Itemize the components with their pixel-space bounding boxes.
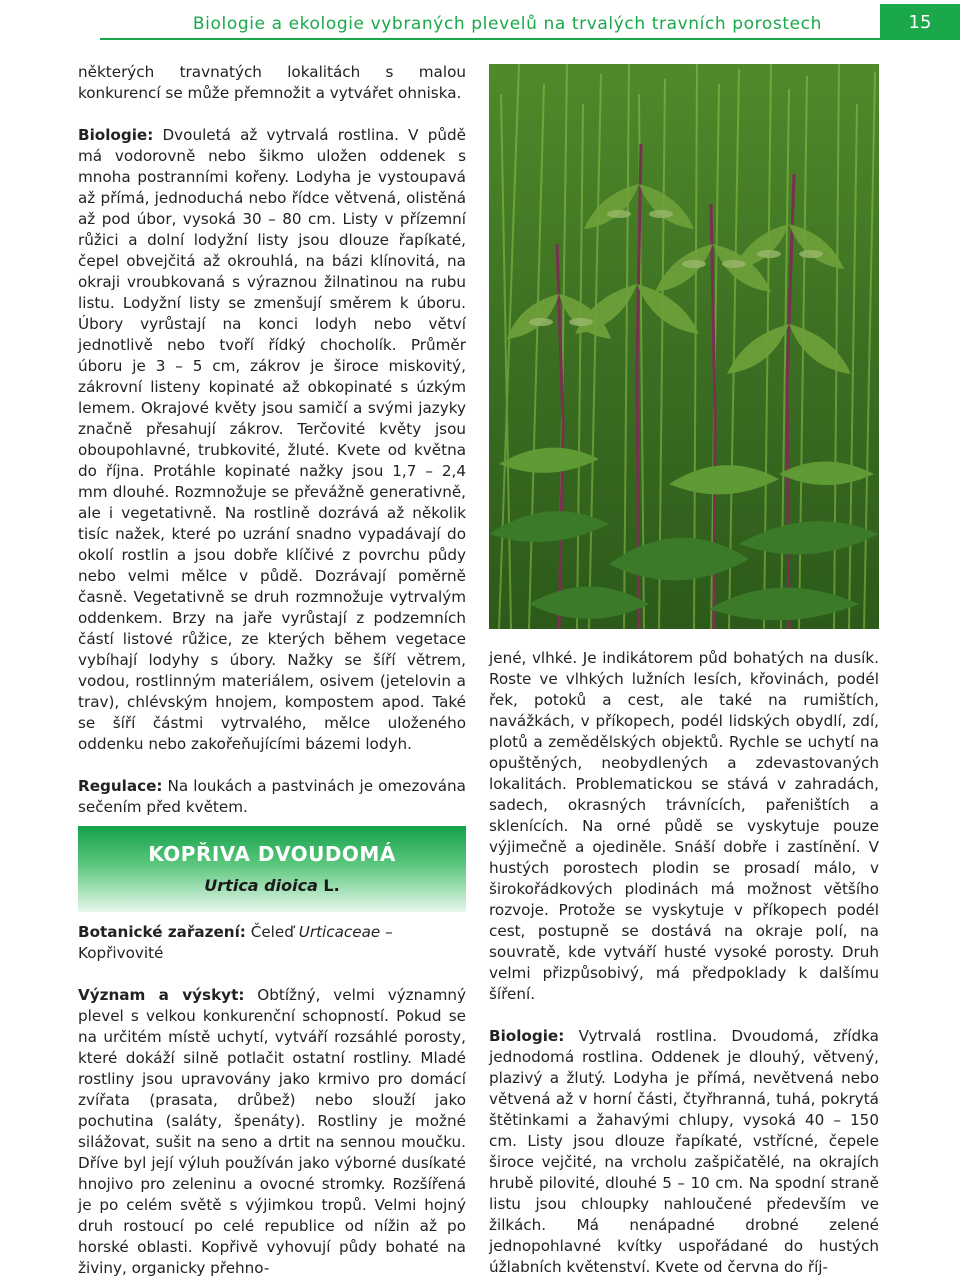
classification-suffix: – Kopřivovité: [78, 923, 393, 962]
vyznam-paragraph: [78, 985, 466, 1279]
regulace-label: Regulace:: [78, 777, 163, 795]
classification-prefix: Čeleď: [245, 923, 299, 941]
right-column: [489, 648, 879, 1278]
page-number: 15: [880, 4, 960, 40]
latin-author: L.: [317, 876, 340, 895]
family-name: Urticaceae: [298, 923, 381, 941]
species-banner: [78, 826, 466, 912]
nettle-photo-illustration: [489, 64, 879, 629]
intro-paragraph: některých travnatých lokalitách s malou konkurencí se může přemnožit a vytvářet ohniska.: [78, 63, 466, 102]
vyznam-label: Význam a výskyt:: [78, 986, 245, 1004]
page-header: [0, 0, 960, 44]
vyznam-continuation: jené, vlhké. Je indikátorem půd bohatých na dusík. Roste ve vlhkých lužních lesích, křovinách, podél řek, potoků a cest, ale také na rumištích, navážkách, v příkopech, podél lidských obydlí, zdí, plotů a zemědělských objektů. Rychle se uchytí na opuštěných, neobydlených a zdevastovaných lokalitách. Problematickou se stává v zahradách, sadech, okrasných trávnících, pařeništích a sklenících. Na orné půdě se vyskytuje pouze výjimečně a ojediněle. Snáší dobře i zastínění. V hustých porostech plodin se prosadí málo, v širokořádkových plodinách má možnost většího rozvoje. Protože se vyskytuje v příkopech podél cest, postupně se dostává na okraje polí, na souvratě, kde vytváří husté vysoké porosty. Druh velmi přizpůsobivý, má předpoklady k dalšímu šíření.: [489, 649, 879, 1003]
latin-name: Urtica dioica: [204, 876, 318, 895]
header-title: Biologie a ekologie vybraných plevelů na trvalých travních porostech: [192, 14, 822, 34]
species-description: [78, 922, 466, 1279]
species-latin: [78, 876, 466, 895]
biologie-label: Biologie:: [78, 126, 154, 144]
regulace-text: Na loukách a pastvinách je omezována sečením před květem.: [78, 777, 466, 816]
biologie-right-label: Biologie:: [489, 1027, 565, 1045]
regulace-paragraph: [78, 776, 466, 818]
biologie-right-paragraph: [489, 1026, 879, 1278]
biologie-text: Dvouletá až vytrvalá rostlina. V půdě má vodorovně nebo šikmo uložen oddenek s mnoha postranními kořeny. Lodyha je vystoupavá až přímá, jednoduchá nebo řídce větvená, olistěná až pod úbor, vysoká 30 – 80 cm. Listy v přízemní růžici a dolní lodyžní listy jsou dlouze řapíkaté, čepel obvejčitá až okrouhlá, na bázi klínovitá, na okraji vroubkovaná s výraznou žilnatinou na rubu listu. Lodyžní listy se zmenšují směrem k úboru. Úbory vyrůstají na konci lodyh nebo větví jednotlivě nebo tvoří řídký chocholík. Průměr úboru je 3 – 5 cm, zákrov je široce miskovitý, zákrovní listeny kopinaté až obkopinaté s úzkým lemem. Okrajové květy jsou samičí a svými jazyky značně přesahují zákrov. Terčovité květy jsou oboupohlavné, trubkovité, žluté. Kvete od května do října. Protáhle kopinaté nažky jsou 1,7 – 2,4 mm dlouhé. Rozmnožuje se převážně generativně, ale i vegetativně. Na rostlině dozrává až několik tisíc nažek, které po uzrání snadno vypadávají do okolí rostlin a jsou dobře klíčivé z povrchu půdy nebo velmi mělce v půdě. Dozrávají poměrně časně. Vegetativně se druh rozmnožuje vytrvalým oddenkem. Brzy na jaře vyrůstají z podzemních částí listové růžice, ze kterých během vegetace vybíhají lodyhy s úbory. Nažky se šíří větrem, vodou, rostlinným materiálem, osivem (jetelovin a trav), chlévským hnojem, kompostem apod. Také se šíří částmi vytrvalého, mělce uloženého oddenku nebo zakořeňujícími bázemi lodyh.: [78, 126, 466, 753]
species-title: KOPŘIVA DVOUDOMÁ: [148, 842, 396, 866]
biologie-right-text: Vytrvalá rostlina. Dvoudomá, zřídka jednodomá rostlina. Oddenek je dlouhý, větvený, plazivý a žlutý. Lodyha je přímá, nevětvená nebo větvená až v horní části, čtyřhranná, tuhá, pokrytá štětinkami a žahavými chlupy, vysoká 40 – 150 cm. Listy jsou dlouze řapíkaté, vstřícné, čepele široce vejčité, na vrcholu zašpičatělé, na okrajích hrubě pilovité, dlouhé 5 – 10 cm. Na spodní straně listu jsou chloupky nahloučené především ve žilkách. Má nenápadné drobné zelené jednopohlavné kvítky uspořádané do hustých úžlabních květenství. Kvete od června do říj-: [489, 1027, 879, 1276]
left-column: [78, 62, 466, 818]
vyznam-text: Obtížný, velmi významný plevel s velkou konkurenční schopností. Pokud se na určitém místě uchytí, vytváří rozsáhlé porosty, které dokáží silně potlačit ostatní rostliny. Mladé rostliny jsou upravovány jako krmivo pro domácí zvířata (prasata, drůbež) nebo slouží jako pochutina (saláty, špenáty). Rostliny je možné silážovat, sušit na seno a drtit na sennou moučku. Dříve byl její výluh používán jako výborné dusíkaté hnojivo pro zeleninu a ovocné stromky. Rozšířená je po celém světě s výjimkou tropů. Velmi hojný druh rostoucí po celé republice od nížin až po horské oblasti. Kopřivě vyhovují půdy bohaté na živiny, organicky přehno-: [78, 986, 466, 1277]
classification-paragraph: [78, 922, 466, 964]
biologie-paragraph: [78, 125, 466, 755]
classification-label: Botanické zařazení:: [78, 923, 246, 941]
nettle-photo: [489, 64, 879, 629]
